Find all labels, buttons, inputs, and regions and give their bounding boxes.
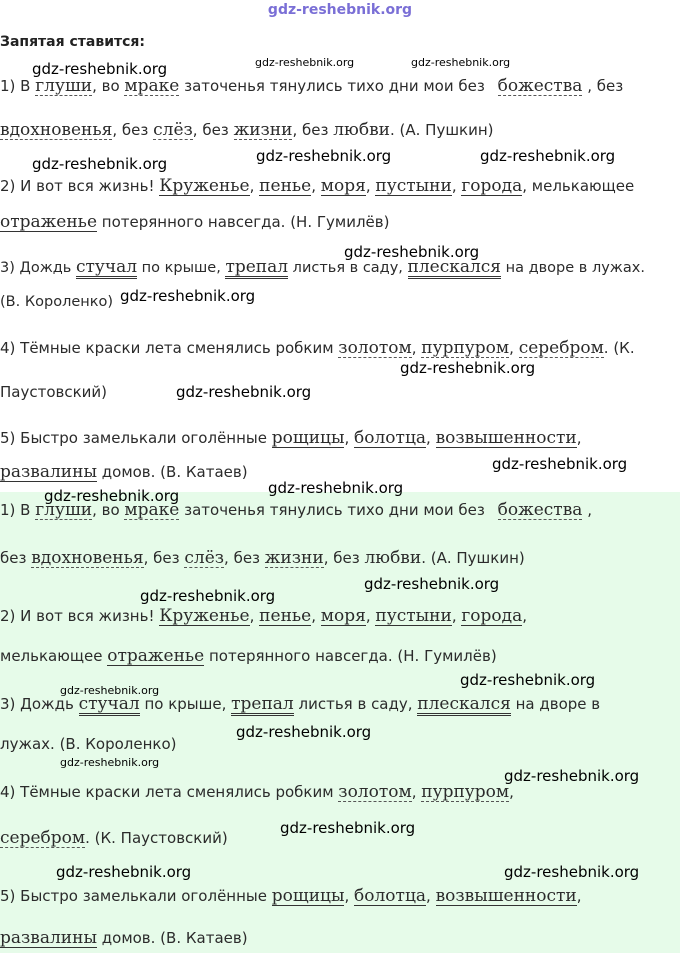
site-watermark-top: gdz-reshebnik.org	[267, 2, 413, 18]
sentence-2b-line-1: 2) И вот вся жизнь! Круженье, пенье, моря, пустыни, города,	[0, 606, 528, 626]
word: плескался	[417, 694, 511, 714]
watermark: gdz-reshebnik.org	[44, 487, 180, 505]
word: города	[461, 606, 523, 626]
watermark: gdz-reshebnik.org	[280, 819, 416, 837]
word: стучал	[75, 257, 138, 277]
word: отраженье	[107, 646, 205, 666]
watermark: gdz-reshebnik.org	[32, 155, 168, 173]
word: мраке	[124, 76, 180, 96]
word: пурпуром	[421, 782, 510, 802]
word: мраке	[124, 500, 180, 520]
word: отраженье	[0, 212, 98, 232]
word: любви	[333, 120, 390, 140]
word: жизни	[264, 548, 324, 568]
watermark: gdz-reshebnik.org	[268, 479, 404, 497]
watermark: gdz-reshebnik.org	[344, 243, 480, 261]
watermark: gdz-reshebnik.org	[32, 60, 168, 78]
sentence-3-line-2: (В. Короленко)	[0, 294, 114, 310]
word: серебром	[0, 828, 86, 848]
watermark: gdz-reshebnik.org	[492, 455, 628, 473]
word: Круженье	[159, 606, 250, 626]
sentence-4-line-1: 4) Тёмные краски лета сменялись робким золотом, пурпуром, серебром. (К.	[0, 338, 635, 358]
sentence-3b-line-2: лужах. (В. Короленко)	[0, 735, 177, 753]
word: пенье	[259, 176, 312, 196]
word: рощицы	[271, 428, 345, 448]
watermark: gdz-reshebnik.org	[60, 684, 160, 697]
watermark: gdz-reshebnik.org	[60, 756, 160, 769]
word: развалины	[0, 928, 97, 948]
watermark: gdz-reshebnik.org	[236, 723, 372, 741]
watermark: gdz-reshebnik.org	[460, 671, 596, 689]
word: вдохновенья	[0, 120, 113, 140]
word: пурпуром	[421, 338, 510, 358]
sentence-1-line-1: 1) В глуши, во мраке заточенья тянулись тихо дни мои без божества , без	[0, 76, 624, 96]
sentence-2b-line-2: мелькающее отраженье потерянного навсегда. (Н. Гумилёв)	[0, 646, 497, 666]
word: пустыни	[375, 176, 452, 196]
watermark: gdz-reshebnik.org	[480, 147, 616, 165]
sentence-3-line-1: 3) Дождь стучал по крыше, трепал листья в саду, плескался на дворе в лужах.	[0, 257, 645, 277]
word: слёз	[184, 548, 225, 568]
word: жизни	[233, 120, 293, 140]
word: возвышенности	[435, 886, 577, 906]
word: возвышенности	[435, 428, 577, 448]
word: божества	[497, 76, 583, 96]
word: вдохновенья	[31, 548, 144, 568]
word: божества	[497, 500, 583, 520]
word: Круженье	[159, 176, 250, 196]
word: золотом	[338, 338, 412, 358]
word: любви	[364, 548, 422, 568]
word: болотца	[354, 886, 427, 906]
word: пустыни	[375, 606, 452, 626]
sentence-1b-line-2: без вдохновенья, без слёз, без жизни, без любви. (А. Пушкин)	[0, 548, 525, 568]
sentence-5-line-1: 5) Быстро замелькали оголённые рощицы, болотца, возвышенности,	[0, 428, 582, 448]
word: трепал	[225, 257, 289, 277]
word: стучал	[78, 694, 140, 714]
watermark: gdz-reshebnik.org	[140, 587, 276, 605]
watermark: gdz-reshebnik.org	[256, 147, 392, 165]
watermark: gdz-reshebnik.org	[411, 56, 511, 69]
watermark: gdz-reshebnik.org	[176, 383, 312, 401]
watermark: gdz-reshebnik.org	[364, 575, 500, 593]
word: моря	[320, 176, 366, 196]
word: моря	[320, 606, 366, 626]
word: развалины	[0, 462, 97, 482]
word: болотца	[354, 428, 427, 448]
sentence-4b-line-2: серебром. (К. Паустовский)	[0, 828, 228, 848]
watermark: gdz-reshebnik.org	[504, 767, 640, 785]
word: пенье	[259, 606, 312, 626]
word: золотом	[338, 782, 412, 802]
sentence-2-line-1: 2) И вот вся жизнь! Круженье, пенье, моря, пустыни, города, мелькающее	[0, 176, 635, 196]
sentence-3b-line-1: 3) Дождь стучал по крыше, трепал листья в саду, плескался на дворе в	[0, 694, 601, 714]
word: глуши	[35, 500, 93, 520]
word: города	[461, 176, 523, 196]
word: рощицы	[271, 886, 345, 906]
heading: Запятая ставится:	[0, 34, 146, 50]
watermark: gdz-reshebnik.org	[120, 287, 256, 305]
watermark: gdz-reshebnik.org	[400, 359, 536, 377]
word: глуши	[35, 76, 93, 96]
sentence-5-line-2: развалины домов. (В. Катаев)	[0, 462, 248, 482]
word: трепал	[231, 694, 294, 714]
watermark: gdz-reshebnik.org	[504, 863, 640, 881]
sentence-1b-line-1: 1) В глуши, во мраке заточенья тянулись тихо дни мои без божества ,	[0, 500, 592, 520]
word: серебром	[518, 338, 604, 358]
word: слёз	[153, 120, 193, 140]
sentence-4b-line-1: 4) Тёмные краски лета сменялись робким золотом, пурпуром,	[0, 782, 514, 802]
sentence-5b-line-1: 5) Быстро замелькали оголённые рощицы, болотца, возвышенности,	[0, 886, 582, 906]
watermark: gdz-reshebnik.org	[255, 56, 355, 69]
sentence-5b-line-2: развалины домов. (В. Катаев)	[0, 928, 248, 948]
watermark: gdz-reshebnik.org	[56, 863, 192, 881]
word: плескался	[407, 257, 502, 277]
sentence-2-line-2: отраженье потерянного навсегда. (Н. Гумилёв)	[0, 212, 390, 232]
sentence-4-line-2: Паустовский)	[0, 383, 108, 401]
sentence-1-line-2: вдохновенья, без слёз, без жизни, без любви. (А. Пушкин)	[0, 120, 494, 140]
